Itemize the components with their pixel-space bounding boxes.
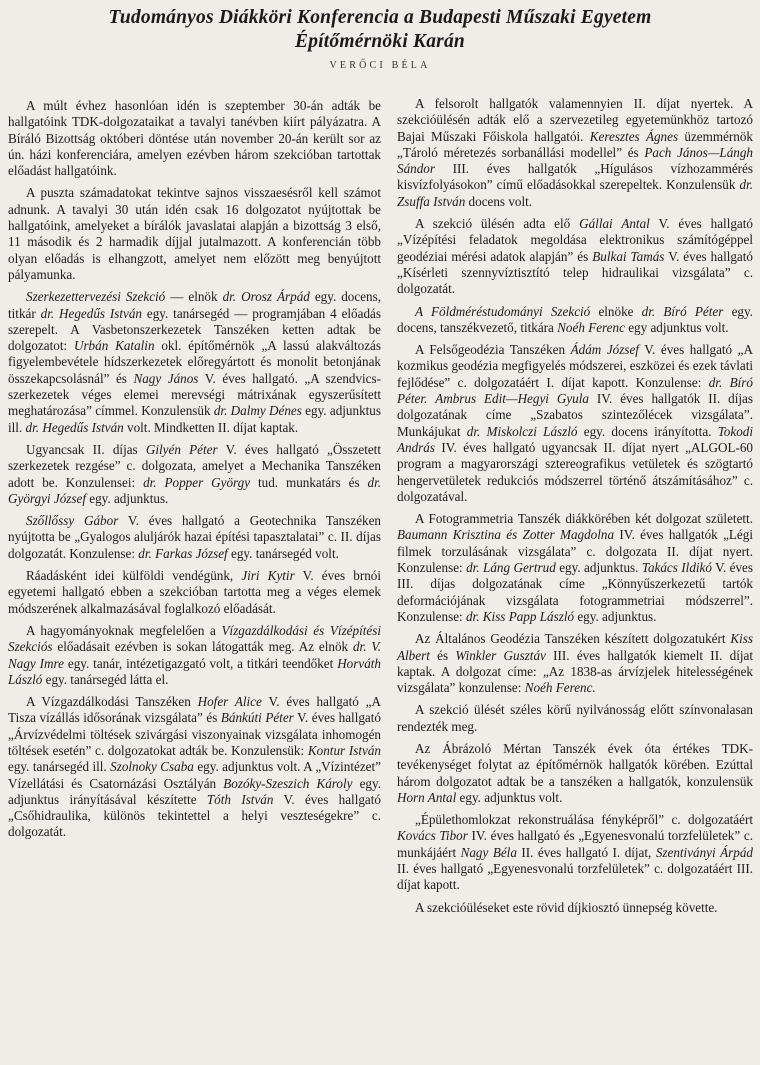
text-run: IV. éves hallgatók II. díjas dolgozatának címe „Szabatos szintezőlécek vizsgálata”. Munkájukat xyxy=(397,391,753,439)
text-run: egy. adjunktus. xyxy=(85,490,169,506)
text-run: Ráadásként idei külföldi vendégünk, xyxy=(26,568,242,584)
text-run: egy. adjunktus ill. xyxy=(8,403,381,435)
text-run: V. éves hallgató „A Tisza vízállás idősorának vizsgálata” és xyxy=(8,694,382,726)
text-run: egy. tanár, intézetigazgató volt, a titkári teendőket xyxy=(63,655,338,671)
text-run: A szekcióüléseket este rövid díjkiosztó ünnepség követte. xyxy=(415,899,718,915)
article-author: VERŐCI BÉLA xyxy=(329,60,431,71)
text-run: V. éves hallgató „Csőhidraulika, különös tekintettel a helyi veszteségekre” c. dolgozatát. xyxy=(8,791,381,840)
article-title xyxy=(0,6,760,54)
italic-run: Ambrus Edit—Hegyi Gyula xyxy=(435,391,589,407)
text-run: II. éves hallgató I. díjat, xyxy=(516,844,656,860)
text-run: „Épülethomlokzat rekonstruálása fényképről” c. dolgozatáért xyxy=(415,812,753,828)
article-title-line-2: Építőmérnöki Karán xyxy=(295,31,465,52)
right-text-column xyxy=(397,96,753,922)
italic-run: dr. Orosz Árpád xyxy=(222,289,310,305)
italic-run: Ádám József xyxy=(570,342,639,358)
italic-run: Keresztes Ágnes xyxy=(589,128,679,144)
text-run: egy. adjunktus volt. xyxy=(456,789,563,805)
text-run: Az Ábrázoló Mértan Tanszék évek óta értékes TDK-tevékenységet folytat az építőmérnök hallgatók körében. Ezúttal három dolgozatot adtak be a tanszéken a hallgatók, konzulensük xyxy=(397,740,753,789)
paragraph xyxy=(397,741,753,806)
italic-run: Noéh Ferenc. xyxy=(524,680,596,696)
paragraph xyxy=(397,511,753,625)
paragraph xyxy=(8,98,381,179)
text-run: V. éves hallgató. „A szendvics-szerkezetek véges elemei merevségi mátrixának egyszerűsített meghatározása” címmel. Konzulensük xyxy=(8,370,382,419)
italic-run: Szőllőssy Gábor xyxy=(26,513,119,529)
italic-run: Bulkai Tamás xyxy=(592,248,665,264)
paragraph xyxy=(397,216,753,297)
italic-run: Urbán Katalin xyxy=(73,338,155,354)
text-run: V. éves hallgató a Geotechnika Tanszéken nyújtotta be „Gyalogos aluljárók hazai építési tapasztalatai” c. II. díjas dolgozatát. Konzulense: xyxy=(8,513,381,561)
italic-run: Kovács Tibor xyxy=(397,828,468,844)
italic-run: Tokodi András xyxy=(397,423,753,455)
text-run: egy adjunktus volt. xyxy=(624,319,729,335)
text-run: egy. adjunktus. xyxy=(555,560,642,576)
article-title-line-1: Tudományos Diákköri Konferencia a Budapesti Műszaki Egyetem xyxy=(108,7,652,28)
text-run: IV. éves hallgató ugyancsak II. díjat nyert „ALGOL-60 program a magyarországi sztereografikus vetületek és szögtartó hengervetületek redukciós módszerrel történő átszámításához” c. dolgozatával. xyxy=(397,439,753,504)
text-run: A Felsőgeodézia Tanszéken xyxy=(415,342,571,358)
italic-run: dr. Zsuffa István xyxy=(397,177,753,209)
italic-run: A Földméréstudományi Szekció xyxy=(415,303,591,319)
paragraph xyxy=(8,623,381,688)
text-run: üzemmérnök „Tároló méretezés sorbanállási modellel” és xyxy=(397,128,753,160)
italic-run: dr. Bíró Péter. xyxy=(397,374,753,407)
text-run: V. éves hallgató „Vízépítési feladatok megoldása elektronikus számítógéppel geodéziai mérési adatok alapján” és xyxy=(397,216,753,264)
article-header xyxy=(0,6,760,71)
text-run: A puszta számadatokat tekintve sajnos visszaesésről kell számot adnunk. A tavalyi 30 után idén csak 16 dolgozatot nyújtottak be hallgatóink, amelyeket a bírálók javaslatai alapján a bizottság 3 első, 11 második és 2 harmadik díjjal jutalmazott. A konferencián több olyan előadás is elhangzott, amelyet nem előzött meg benyújtott pályamunka. xyxy=(8,185,381,282)
italic-run: Jiri Kytir xyxy=(241,568,295,584)
text-run: egy. docens irányította. xyxy=(577,423,718,439)
text-run: egy. adjunktus volt. A „Vízintézet” Vízellátási és Csatornázási Osztályán xyxy=(8,759,382,791)
text-run: egy. adjunktus. xyxy=(574,608,657,624)
italic-run: Kontur István xyxy=(307,742,381,758)
italic-run: Baumann Krisztina és Zotter Magdolna xyxy=(397,527,615,543)
text-run: A múlt évhez hasonlóan idén is szeptember 30-án adták be hallgatóink TDK-dolgozataikat a tavalyi tanévben kiírt pályázatra. A Bíráló Bizottság októberi döntése után november 20-án került sor az ún. házi konferenciára, amelyen ezévben három szekcióban tartottak előadást hallgatóink. xyxy=(8,98,381,179)
italic-run: dr. Láng Gertrud xyxy=(466,560,556,576)
italic-run: dr. Bíró Péter xyxy=(641,303,724,319)
text-run: egy. tanársegéd látta el. xyxy=(42,671,169,687)
text-run: Az Általános Geodézia Tanszéken készített dolgozatukért xyxy=(415,631,731,647)
text-run: Ugyancsak II. díjas xyxy=(26,441,146,457)
paragraph xyxy=(8,694,381,841)
text-run: egy. adjunktus irányításával készítette xyxy=(8,775,381,807)
paragraph xyxy=(8,568,381,617)
paragraph xyxy=(8,185,381,283)
paragraph xyxy=(397,96,753,210)
text-run: V. éves hallgató „Kísérleti szennyvíztisztító telep hidraulikai vizsgálata” c. dolgozatát. xyxy=(397,248,753,297)
italic-run: Szentiványi Árpád xyxy=(655,844,753,860)
text-run: egy. tanársegéd — programjában 4 előadás szerepelt. A Vasbetonszerkezetek Tanszéken ketten adtak be dolgozatot: xyxy=(8,305,381,354)
paragraph xyxy=(397,304,753,337)
italic-run: Hofer Alice xyxy=(197,694,262,710)
italic-run: Bozóky-Szeszich Károly xyxy=(223,775,353,791)
paragraph xyxy=(8,442,381,507)
text-run: IV. éves hallgató és „Egyenesvonalú torzfelületek” c. munkájáért xyxy=(397,828,753,860)
paragraph xyxy=(397,631,753,696)
text-run: A Vízgazdálkodási Tanszéken xyxy=(26,694,198,710)
italic-run: Horn Antal xyxy=(397,789,457,805)
text-run: A szekció ülését széles körű nyilvánosság előtt színvonalasan rendezték meg. xyxy=(397,702,753,734)
text-run: volt. Mindketten II. díjat kaptak. xyxy=(123,419,299,435)
italic-run: dr. Popper György xyxy=(143,474,251,490)
italic-run: Takács Ildikó xyxy=(641,560,712,576)
paragraph xyxy=(8,513,381,562)
text-run: A szekció ülésén adta elő xyxy=(415,216,580,232)
italic-run: Tóth István xyxy=(206,791,274,807)
paragraph xyxy=(397,900,753,916)
italic-run: Noéh Ferenc xyxy=(557,319,625,335)
italic-run: dr. Farkas József xyxy=(138,545,228,561)
italic-run: dr. Hegedűs István xyxy=(25,419,124,435)
text-run: II. éves hallgató „Egyenesvonalú torzfelületek” c. dolgozatáért III. díjat kapott. xyxy=(397,861,753,893)
text-run: III. éves hallgatók kiemelt II. díjat kaptak. A dolgozat címe: „Az 1838-as árvízjelek hitelességének vizsgálata” konzulense: xyxy=(397,647,753,696)
italic-run: dr. Miskolczi László xyxy=(466,423,578,439)
italic-run: Szolnoky Csaba xyxy=(110,759,194,775)
text-run: A hagyományoknak megfelelően a xyxy=(26,622,222,638)
italic-run: Winkler Gusztáv xyxy=(455,647,546,663)
italic-run: Gállai Antal xyxy=(579,216,650,232)
text-run: tud. munkatárs és xyxy=(250,474,368,490)
paragraph xyxy=(397,702,753,735)
italic-run: Pach János—Lángh Sándor xyxy=(397,144,753,177)
text-run: IV. éves hallgatók „Légi filmek torzulásának vizsgálata” c. dolgozata II. díjat nyert. Konzulense: xyxy=(397,527,753,576)
text-run: egy. tanársegéd volt. xyxy=(227,545,339,561)
text-run: elnöke xyxy=(590,303,642,319)
text-run: V. éves hallgató „Összetett szerkezetek rezgése” c. dolgozata, amelyet a Mechanika Tanszéken adott be. Konzulensei: xyxy=(8,441,381,490)
text-run: III. éves hallgatók „Hígulásos vízhozammérés kisvízfolyásokon” című előadásokkal szerepeltek. Konzulensük xyxy=(397,161,753,193)
text-run: okl. építőmérnök „A lassú alakváltozás figyelembevétele hídszerkezetek előregyártott és monolit betonjának összekapcsolásnál” és xyxy=(8,338,381,386)
italic-run: dr. Hegedűs István xyxy=(40,305,142,321)
text-run: és xyxy=(429,647,456,663)
italic-run: Szerkezettervezési Szekció xyxy=(26,289,166,305)
text-run: egy. docens, titkár xyxy=(8,289,381,321)
italic-run: Gilyén Péter xyxy=(145,441,218,457)
italic-run: Nagy János xyxy=(133,370,199,386)
paragraph xyxy=(397,812,753,893)
left-text-column xyxy=(8,98,381,847)
italic-run: dr. Kiss Papp László xyxy=(465,608,575,624)
italic-run: Nagy Béla xyxy=(460,844,517,860)
text-run: V. éves hallgató „Árvízvédelmi töltések szivárgási viszonyainak vizsgálata inhomogén töltések esetén” c. dolgozatokat adták be. Konzulensük: xyxy=(8,710,381,758)
italic-run: Kiss Albert xyxy=(397,631,753,663)
italic-run: dr. Dalmy Dénes xyxy=(213,403,302,419)
text-run: előadásait ezévben is sokan látogatták meg. Az elnök xyxy=(52,639,353,655)
italic-run: dr. Györgyi József xyxy=(8,474,382,506)
text-run: docens volt. xyxy=(465,193,533,209)
paragraph xyxy=(8,289,381,436)
text-run: V. éves III. díjas dolgozatának címe „Könnyűszerkezetű tartók deformációjának vizsgálata fotogrammetriai módszerrel”. Konzulense: xyxy=(397,560,753,624)
italic-run: Horváth László xyxy=(8,655,381,687)
text-run: egy. docens, tanszékvezető, titkára xyxy=(397,303,753,335)
paragraph xyxy=(397,342,753,505)
text-run: A felsorolt hallgatók valamennyien II. díjat nyertek. A szekcióülésén adták elő a szervezetileg egyetemünkhöz tartozó Bajai Műszaki Főiskola hallgatói. xyxy=(397,96,753,144)
text-run: — elnök xyxy=(165,289,223,305)
text-run: egy. tanársegéd ill. xyxy=(8,759,111,775)
text-run: A Fotogrammetria Tanszék diákkörében két dolgozat született. xyxy=(415,511,753,527)
text-run: V. éves hallgató „A kozmikus geodézia megfigyelés módszerei, eszközei és ezek távlati fejlődése” c. dolgozatáért I. díjat kapott. Konzulense: xyxy=(397,342,753,390)
italic-run: Vízgazdálkodási és Vízépítési Szekciós xyxy=(8,622,381,655)
italic-run: Bánkúti Péter xyxy=(220,710,294,726)
italic-run: dr. V. Nagy Imre xyxy=(8,639,381,671)
text-run: V. éves brnói egyetemi hallgató ebben a szekcióban tartotta meg a véges elemek módszerének alkalmazásával foglalkozó előadását. xyxy=(8,568,381,616)
